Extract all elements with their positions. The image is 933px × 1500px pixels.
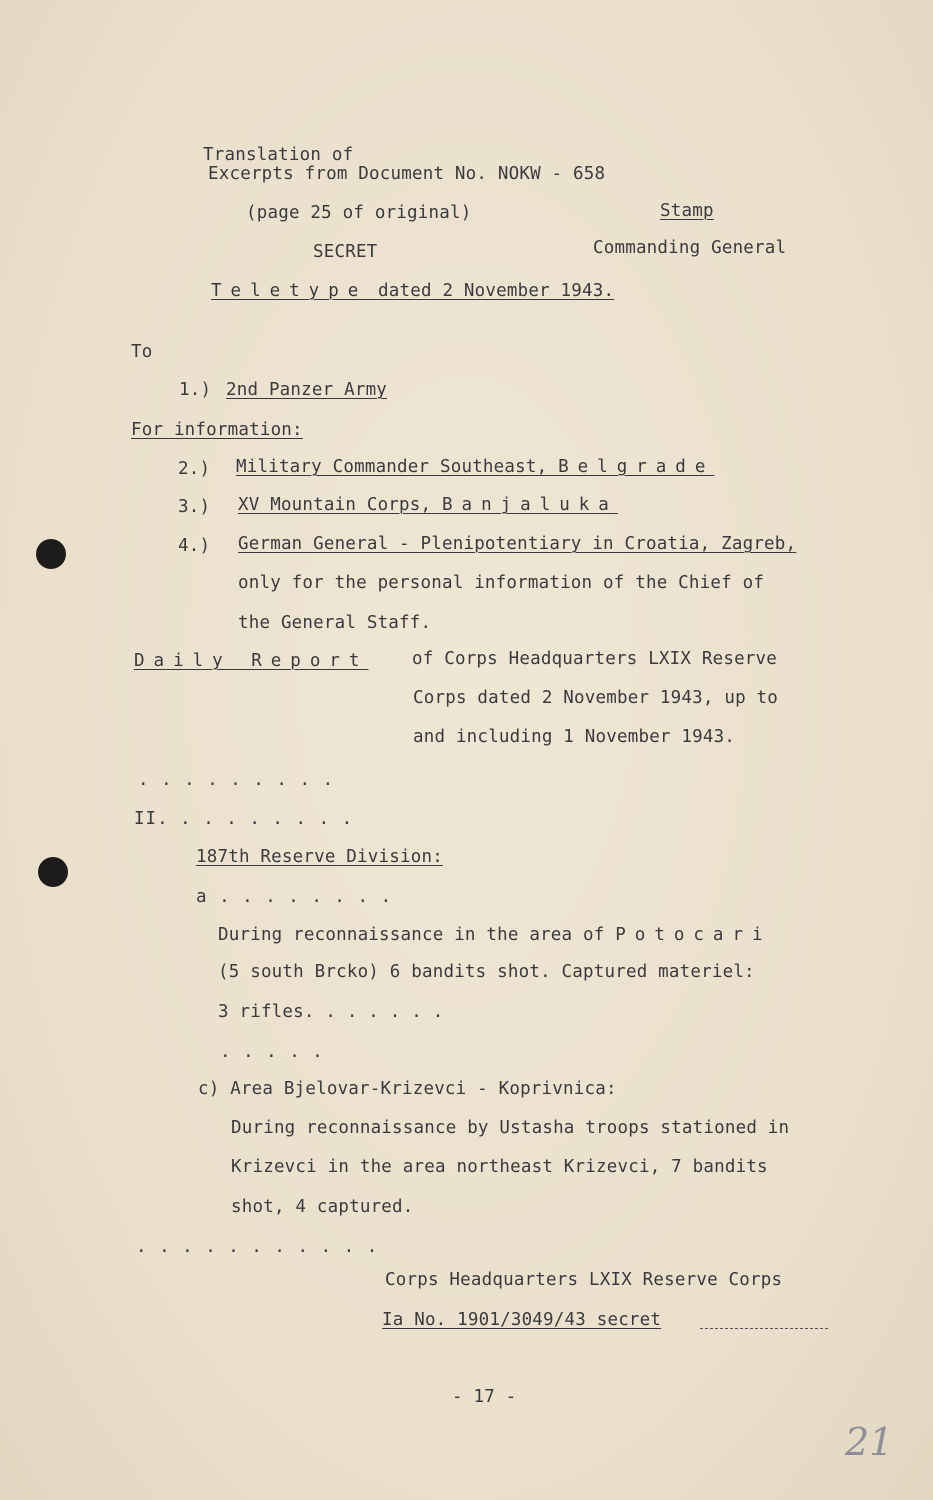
punch-hole	[38, 857, 68, 887]
section-c-heading: c) Area Bjelovar-Krizevci - Koprivnica:	[198, 1079, 617, 1099]
report-description: and including 1 November 1943.	[413, 727, 736, 747]
teletype-date: dated 2 November 1943.	[378, 281, 615, 301]
addressee-4-continued: only for the personal information of the Chief of	[238, 573, 765, 593]
omission-dots: . . . . . . . . .	[138, 770, 335, 790]
for-information-label: For information:	[131, 420, 303, 440]
addressee-4: German General - Plenipotentiary in Croatia, Zagreb,	[238, 534, 797, 554]
section-a-text	[218, 925, 772, 945]
section-a-text: (5 south Brcko) 6 bandits shot. Captured materiel:	[218, 962, 755, 982]
section-a-text: 3 rifles. . . . . . .	[218, 1002, 444, 1022]
document-reference: Excerpts from Document No. NOKW - 658	[208, 164, 606, 184]
addressee-2-city: Belgrade	[558, 457, 715, 477]
report-description: Corps dated 2 November 1943, up to	[413, 688, 779, 708]
omission-dots: . . . . . . . . . . .	[136, 1237, 379, 1257]
page-number: - 17 -	[452, 1387, 517, 1407]
division-heading: 187th Reserve Division:	[196, 847, 443, 867]
teletype-word: Teletype	[211, 281, 368, 301]
addressee-2	[236, 457, 714, 477]
section-a: a . . . . . . . .	[196, 887, 393, 907]
handwritten-page-number: 21	[845, 1420, 894, 1464]
translation-title: Translation of	[203, 145, 354, 165]
punch-hole	[36, 539, 66, 569]
reference-number: Ia No. 1901/3049/43 secret	[382, 1310, 662, 1330]
section-c-text: Krizevci in the area northeast Krizevci, 7 bandits	[231, 1157, 768, 1177]
commanding-general: Commanding General	[593, 238, 787, 258]
section-c-text: During reconnaissance by Ustasha troops stationed in	[231, 1118, 790, 1138]
omission-dots: . . . . .	[220, 1042, 324, 1062]
section-c-text: shot, 4 captured.	[231, 1197, 414, 1217]
item-number: 2.)	[178, 459, 211, 479]
place-potocari: Potocari	[615, 925, 772, 945]
classification: SECRET	[313, 242, 378, 262]
item-number: 3.)	[178, 497, 211, 517]
daily-report-label: Daily Report	[134, 651, 369, 671]
report-description: of Corps Headquarters LXIX Reserve	[412, 649, 778, 669]
stamp-label: Stamp	[660, 201, 714, 221]
underline-rule	[700, 1328, 828, 1329]
section-two: II. . . . . . . . .	[134, 809, 354, 829]
signature-unit: Corps Headquarters LXIX Reserve Corps	[385, 1270, 783, 1290]
to-label: To	[131, 342, 153, 362]
page-reference: (page 25 of original)	[246, 203, 472, 223]
addressee-3-text: XV Mountain Corps,	[238, 495, 432, 515]
item-number: 4.)	[178, 536, 211, 556]
addressee-4-continued: the General Staff.	[238, 613, 432, 633]
addressee-1: 2nd Panzer Army	[226, 380, 388, 400]
addressee-3-city: Banjaluka	[442, 495, 618, 515]
item-number: 1.)	[179, 380, 212, 400]
teletype-line	[211, 281, 614, 301]
addressee-2-text: Military Commander Southeast,	[236, 457, 548, 477]
addressee-3	[238, 495, 618, 515]
section-a-line: During reconnaissance in the area of	[218, 925, 605, 945]
